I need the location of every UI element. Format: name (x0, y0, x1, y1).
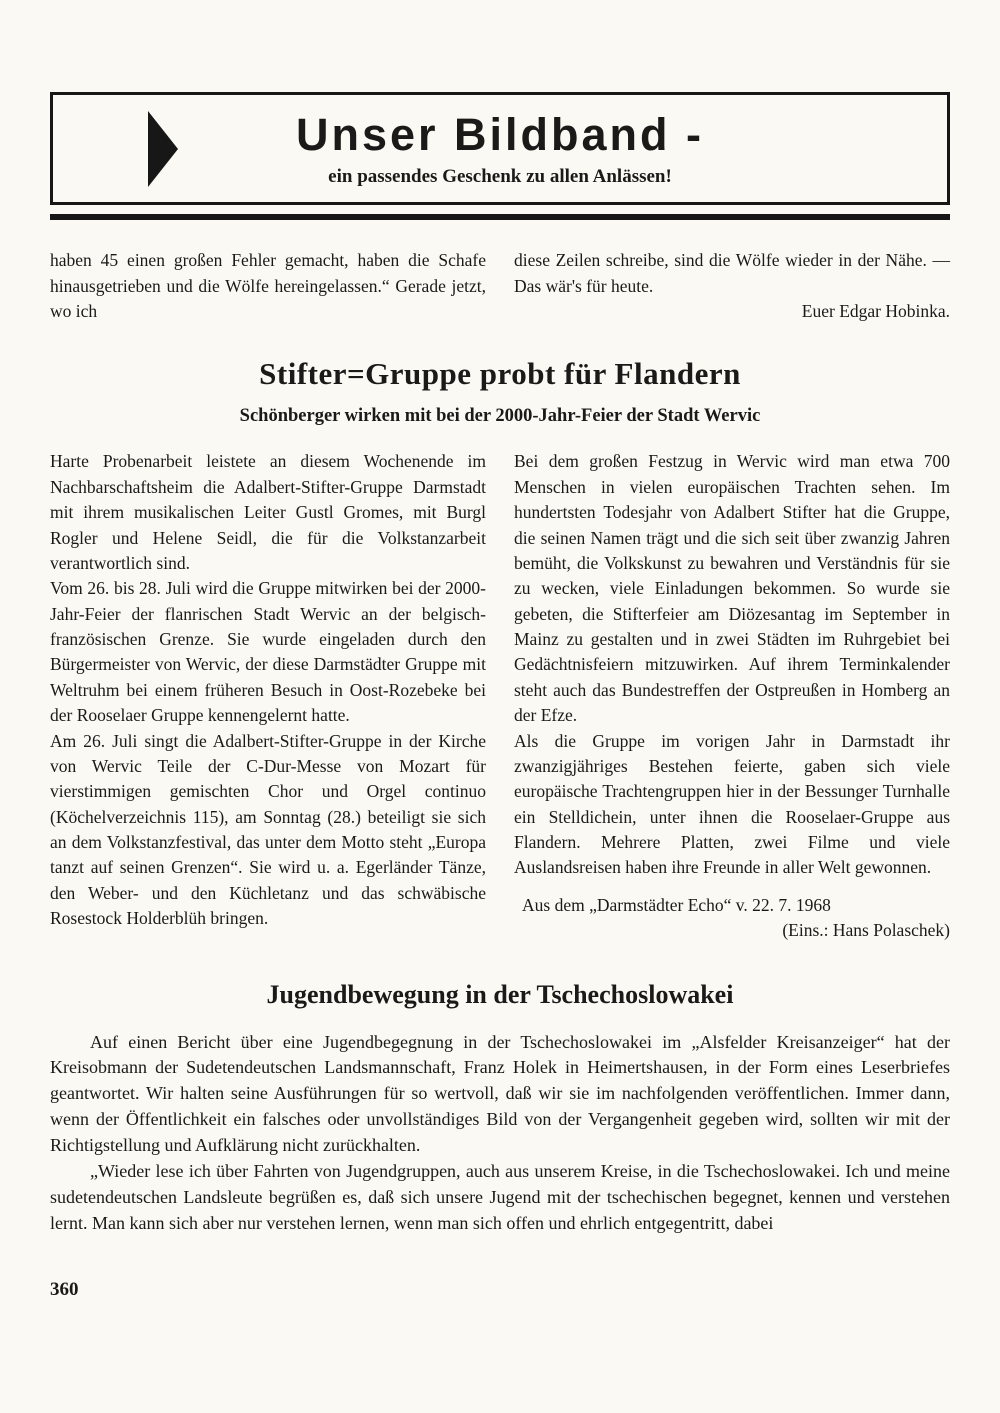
article-headline: Stifter=Gruppe probt für Flandern (259, 356, 741, 392)
prev-article-right-text: diese Zeilen schreibe, sind die Wölfe wieder in der Nähe. — Das wär's für heute. (514, 250, 950, 296)
paragraph: „Wieder lese ich über Fahrten von Jugendgruppen, auch aus unserem Kreise, in die Tschechoslowakei. Ich und meine sudetendeutschen Landsleute begrüßen es, daß sich unsere Jugend mit der tschechischen begegnet, kennen und verstehen lernt. Man kann sich aber nur verstehen lernen, wenn man sich offen und ehrlich entgegentritt, dabei (50, 1161, 950, 1233)
prev-article-left-column: haben 45 einen großen Fehler gemacht, haben die Schafe hinausgetrieben und die Wölfe hereingelassen.“ Gerade jetzt, wo ich (50, 250, 486, 321)
article-flandern-columns (50, 449, 950, 943)
article-jugendbewegung (50, 980, 950, 1237)
triangle-icon (148, 111, 178, 187)
page-number: 360 (50, 1279, 79, 1300)
banner-subtitle: ein passendes Geschenk zu allen Anlässen! (328, 166, 672, 188)
prev-article-signature: Euer Edgar Hobinka. (801, 301, 950, 321)
article-subheadline: Schönberger wirken mit bei der 2000-Jahr-Feier der Stadt Wervic (239, 406, 761, 427)
paragraph: Harte Probenarbeit leistete an diesem Wochenende im Nachbarschaftsheim die Adalbert-Stifter-Gruppe Darmstadt mit ihrem musikalischen Leiter Gustl Gromes, mit Burgl Rogler und Helene Seidl, die für die Volkstanzarbeit verantwortlich sind. (50, 451, 486, 573)
article-jugend-title: Jugendbewegung in der Tschechoslowakei (266, 979, 734, 1009)
article-flandern-right-column (514, 449, 950, 943)
submitter-credit: (Eins.: Hans Polaschek) (782, 920, 950, 941)
source-attribution: Aus dem „Darmstädter Echo“ v. 22. 7. 1968 (522, 894, 831, 915)
paragraph: Als die Gruppe im vorigen Jahr in Darmstadt ihr zwanzigjähriges Bestehen feierte, gaben sich viele europäische Trachtengruppen hier in der Bessunger Turnhalle ein Stelldichein, unter ihnen die Rooselaer-Gruppe aus Flandern. Mehrere Platten, zwei Filme und viele Auslandsreisen haben ihre Freunde in aller Welt gewonnen. (514, 730, 950, 878)
paragraph: Am 26. Juli singt die Adalbert-Stifter-Gruppe in der Kirche von Wervic Teile der C-Dur-Messe von Mozart für vierstimmigen gemischten Chor und Orgel continuo (Köchelverzeichnis 115), am Sonntag (28.) beteiligt sie sich an dem Volkstanzfestival, das unter dem Motto steht „Europa tanzt auf seinen Grenzen“. Sie wird u. a. Egerländer Tänze, den Weber- und den Küchletanz und das schwäbische Rosestock Holderblüh bringen. (50, 730, 486, 929)
article-flandern (50, 356, 950, 943)
paragraph: Vom 26. bis 28. Juli wird die Gruppe mitwirken bei der 2000-Jahr-Feier der flanrischen Stadt Wervic an der belgisch-französischen Grenze. Sie wurde eingeladen durch den Bürgermeister von Wervic, der diese Darmstädter Gruppe mit Weltruhm bei einem früheren Besuch in Oost-Rozebeke bei der Rooselaer Gruppe kennengelernt hatte. (50, 578, 486, 726)
prev-article-right-column (514, 248, 950, 324)
horizontal-rule (50, 214, 950, 220)
banner-title: Unser Bildband - (295, 109, 705, 160)
paragraph: Bei dem großen Festzug in Wervic wird man etwa 700 Menschen in vielen europäischen Trachten sehen. Im hundertsten Todesjahr von Adalbert Stifter hat die Gruppe, die seinen Namen trägt und die sich seit über zwanzig Jahren bemüht, die Volkskunst zu bewahren und Verständnis für sie zu wecken, viele Einladungen bekommen. So wurde sie gebeten, die Stifterfeier am Diözesantag im September in Mainz zu gestalten und in zwei Städten im Ruhrgebiet bei Gedächtnisfeiern mitzuwirken. Auf ihrem Terminkalender steht auch das Bundestreffen der Ostpreußen in Homberg an der Efze. (514, 451, 950, 726)
article-flandern-left-column (50, 449, 486, 943)
previous-article-continuation (50, 248, 950, 324)
banner-box (50, 92, 950, 205)
paragraph: Auf einen Bericht über eine Jugendbegegnung in der Tschechoslowakei im „Alsfelder Kreisanzeiger“ hat der Kreisobmann der Sudetendeutschen Landsmannschaft, Franz Holek in Heimertshausen, in der Form eines Leserbriefes geantwortet. Wir halten seine Ausführungen für so wertvoll, daß wir sie im nachfolgenden veröffentlichen. Immer dann, wenn der Öffentlichkeit ein falsches oder unvollständiges Bild von der Vergangenheit gegeben wird, sollten wir mit der Richtigstellung und Aufklärung nicht zurückhalten. (50, 1031, 950, 1156)
